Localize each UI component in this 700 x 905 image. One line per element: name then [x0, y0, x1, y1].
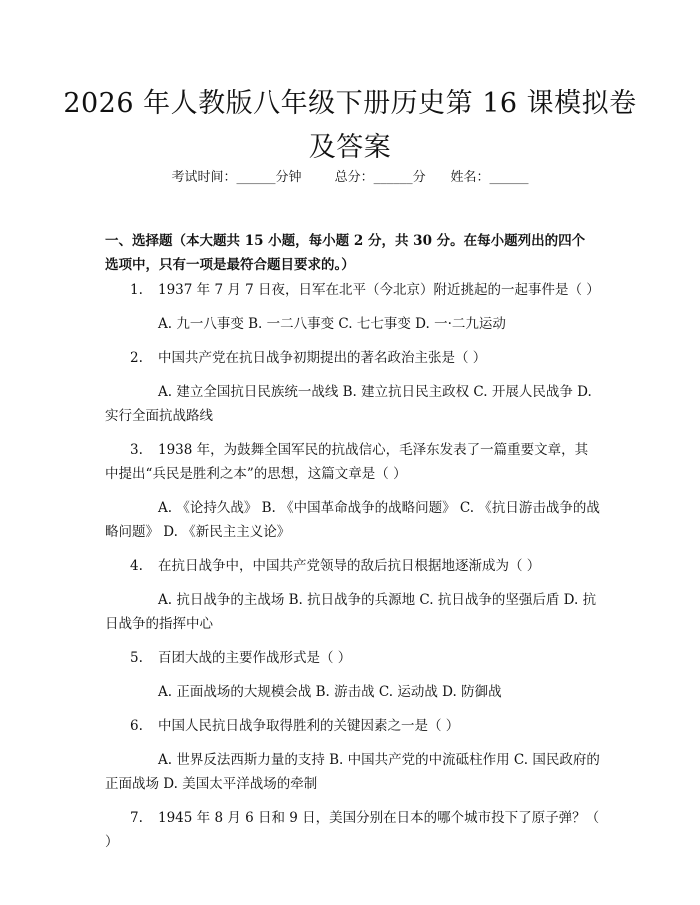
question-3-options: A. 《论持久战》 B. 《中国革命战争的战略问题》 C. 《抗日游击战争的战略问题》 D. 《新民主主义论》: [105, 500, 600, 540]
question-2-options: A. 建立全国抗日民族统一战线 B. 建立抗日民主政权 C. 开展人民战争 D. 实行全面抗战路线: [105, 384, 592, 424]
question-number: 2.: [130, 350, 143, 366]
question-text: 1945 年 8 月 6 日和 9 日，美国分别在日本的哪个城市投下了原子弹？（ ）: [105, 810, 600, 850]
question-4: [105, 554, 600, 578]
time-label: 考试时间：: [171, 170, 237, 185]
question-text: 在抗日战争中，中国共产党领导的敌后抗日根据地逐渐成为（ ）: [158, 558, 541, 574]
question-number: 5.: [130, 650, 143, 666]
question-1-options: A. 九一八事变 B. 一二八事变 C. 七七事变 D. 一·二九运动: [158, 316, 506, 332]
score-unit: 分: [412, 170, 426, 185]
exam-meta: [0, 168, 700, 188]
question-1: [105, 278, 600, 302]
question-number: 7.: [130, 810, 143, 826]
question-5-options: A. 正面战场的大规模会战 B. 游击战 C. 运动战 D. 防御战: [158, 684, 502, 700]
question-6: [105, 714, 600, 738]
question-number: 1.: [130, 282, 143, 298]
question-text: 中国人民抗日战争取得胜利的关键因素之一是（ ）: [158, 718, 460, 734]
question-text: 1937 年 7 月 7 日夜，日军在北平（今北京）附近挑起的一起事件是（ ）: [158, 282, 600, 298]
question-6-options: A. 世界反法西斯力量的支持 B. 中国共产党的中流砥柱作用 C. 国民政府的正面战场 D. 美国太平洋战场的牵制: [105, 752, 600, 792]
question-text: 1938 年，为鼓舞全国军民的抗战信心，毛泽东发表了一篇重要文章，其中提出“兵民是胜利之本”的思想，这篇文章是（ ）: [105, 442, 589, 482]
score-label: 总分：: [334, 170, 374, 185]
section-heading: 一、选择题（本大题共 15 小题，每小题 2 分，共 30 分。在每小题列出的四个选项中，只有一项是最符合题目要求的。）: [105, 233, 586, 273]
time-unit: 分钟: [275, 170, 302, 185]
name-label: 姓名：: [450, 170, 490, 185]
score-blank: ______: [373, 170, 413, 185]
question-3: [105, 438, 600, 486]
question-number: 6.: [130, 718, 143, 734]
question-4-options: A. 抗日战争的主战场 B. 抗日战争的兵源地 C. 抗日战争的坚强后盾 D. 抗日战争的指挥中心: [105, 592, 597, 632]
time-blank: ______: [236, 170, 276, 185]
name-blank: ______: [489, 170, 529, 185]
question-text: 百团大战的主要作战形式是（ ）: [158, 650, 352, 666]
question-5: [105, 646, 600, 670]
question-2: [105, 346, 600, 370]
question-number: 4.: [130, 558, 143, 574]
page-title: 2026 年人教版八年级下册历史第 16 课模拟卷及答案: [63, 88, 637, 163]
question-7: [105, 806, 600, 854]
question-number: 3.: [130, 442, 143, 458]
question-text: 中国共产党在抗日战争初期提出的著名政治主张是（ ）: [158, 350, 487, 366]
